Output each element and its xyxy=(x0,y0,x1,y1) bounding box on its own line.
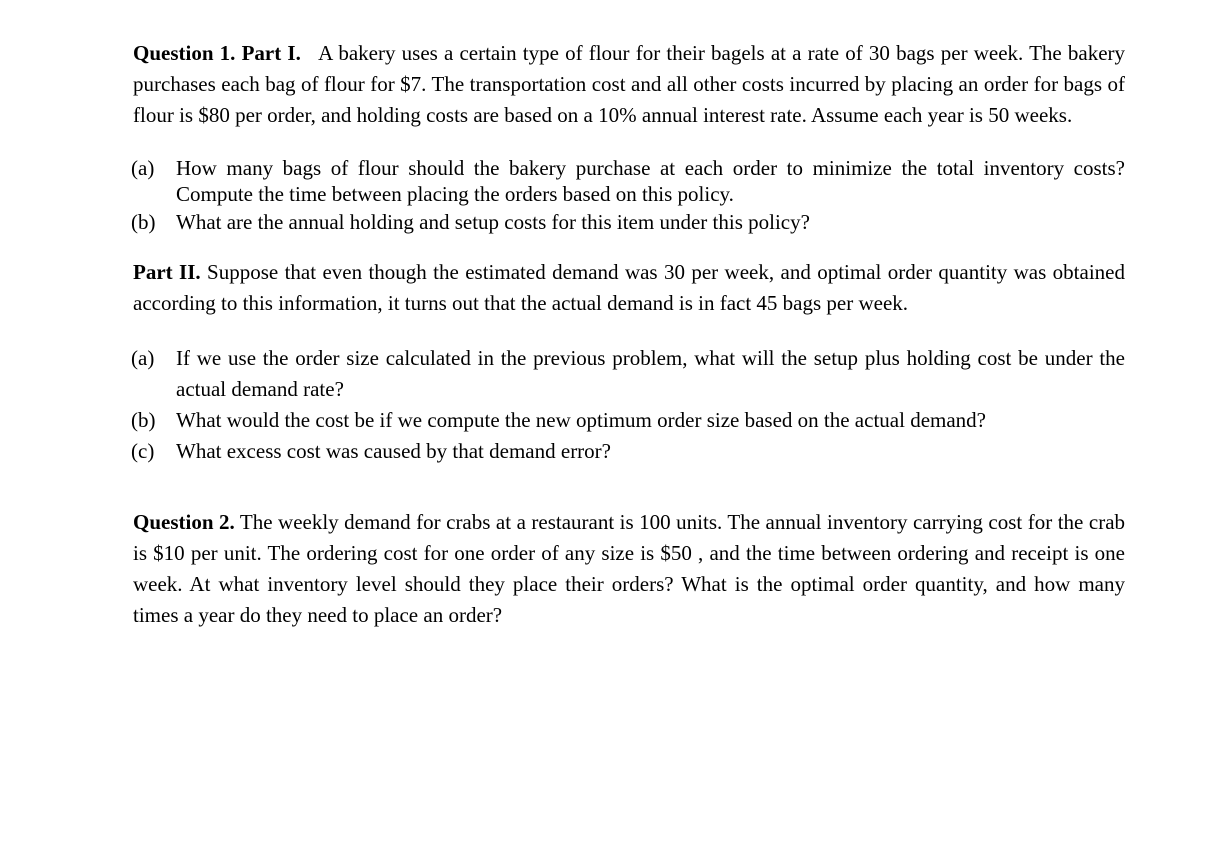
question-1-body: A bakery uses a certain type of flour for their bagels at a rate of 30 bags per week. The bakery purchases each bag of flour for $7. The transportation cost and all other costs incurred by placing an order for bags of flour is $80 per order, and holding costs are based on a 10% annual interest rate. Assume each year is 50 weeks. xyxy=(133,41,1126,127)
question-2-paragraph xyxy=(133,507,1125,631)
part-2-item-b xyxy=(133,405,1125,436)
question-1-item-b xyxy=(133,209,1125,235)
question-2-body: The weekly demand for crabs at a restaurant is 100 units. The annual inventory carrying cost for the crab is $10 per unit. The ordering cost for one order of any size is $50 , and the time between ordering and receipt is one week. At what inventory level should they place their orders? What is the optimal order quantity, and how many times a year do they need to place an order? xyxy=(133,510,1126,627)
item-text: How many bags of flour should the bakery purchase at each order to minimize the total inventory costs? Compute the time between placing the orders based on this policy. xyxy=(176,156,1125,206)
item-text: If we use the order size calculated in the previous problem, what will the setup plus holding cost be under the actual demand rate? xyxy=(176,346,1125,401)
item-label: (a) xyxy=(131,346,155,370)
part-2-heading: Part II. xyxy=(133,260,201,284)
part-2-item-c xyxy=(133,436,1125,467)
part-2-paragraph xyxy=(133,257,1125,319)
item-text: What would the cost be if we compute the new optimum order size based on the actual demand? xyxy=(176,408,986,432)
part-2-body: Suppose that even though the estimated demand was 30 per week, and optimal order quantity was obtained according to this information, it turns out that the actual demand is in fact 45 bags per week. xyxy=(133,260,1125,315)
item-text: What are the annual holding and setup costs for this item under this policy? xyxy=(176,210,810,234)
item-label: (c) xyxy=(131,439,155,463)
item-label: (b) xyxy=(131,408,156,432)
question-1-paragraph xyxy=(133,38,1125,131)
item-label: (a) xyxy=(131,156,155,180)
item-label: (b) xyxy=(131,210,156,234)
question-1-subquestions xyxy=(133,155,1125,235)
question-1-heading: Question 1. Part I. xyxy=(133,41,301,65)
question-1-item-a xyxy=(133,155,1125,207)
part-2-subquestions xyxy=(133,343,1125,467)
question-2-heading: Question 2. xyxy=(133,510,235,534)
part-2-item-a xyxy=(133,343,1125,405)
item-text: What excess cost was caused by that demand error? xyxy=(176,439,611,463)
document-page xyxy=(133,38,1125,631)
